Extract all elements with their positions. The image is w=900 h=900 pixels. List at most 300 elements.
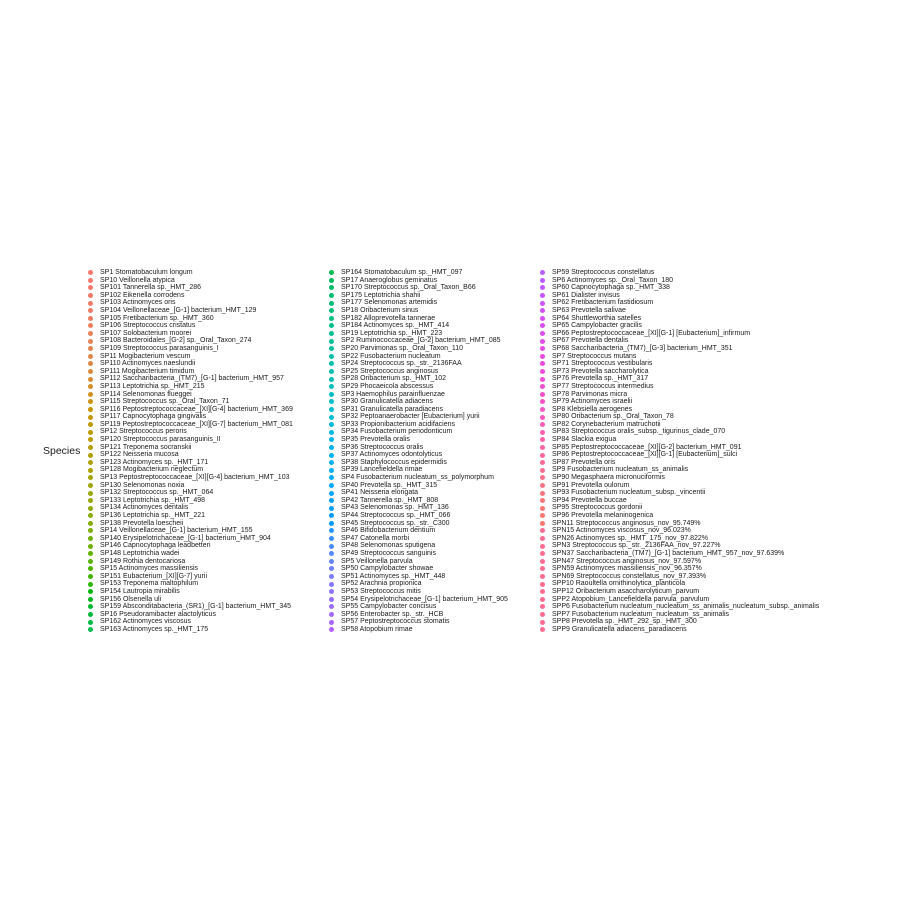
legend-marker [329, 597, 334, 602]
legend-label: SP61 Dialister invisus [552, 291, 620, 299]
legend-item [88, 444, 293, 452]
legend-item [88, 315, 293, 323]
legend-item [540, 383, 819, 391]
legend-marker [88, 627, 93, 632]
legend-label: SPP9 Granulicatella adiacens_paradiacens [552, 625, 687, 633]
legend-marker [88, 369, 93, 374]
legend-item [540, 330, 819, 338]
legend-label: SP40 Prevotella sp._HMT_315 [341, 481, 438, 489]
legend-item [540, 368, 819, 376]
legend-item [329, 436, 508, 444]
legend-label: SP83 Streptococcus oralis_subsp._tigurinus_clade_070 [552, 428, 726, 436]
legend-item [88, 284, 293, 292]
legend-marker [540, 498, 545, 503]
legend-label: SP25 Streptococcus anginosus [341, 367, 439, 375]
legend-marker [329, 399, 334, 404]
legend-label: SP162 Actinomyces viscosus [100, 618, 192, 626]
legend-item [329, 421, 508, 429]
legend-item [329, 618, 508, 626]
legend-label: SPN69 Streptococcus constellatus_nov_97.393% [552, 572, 707, 580]
legend-item [540, 277, 819, 285]
legend-label: SP108 Bacteroidales_[G-2] sp._Oral_Taxon_274 [100, 337, 252, 345]
legend-item [540, 542, 819, 550]
legend-item [540, 618, 819, 626]
legend-item [88, 611, 293, 619]
legend-item [88, 406, 293, 414]
legend-marker [540, 339, 545, 344]
legend-marker [540, 506, 545, 511]
legend-marker [88, 308, 93, 313]
legend-label: SP93 Fusobacterium nucleatum_subsp._vincentii [552, 489, 706, 497]
legend-marker [540, 559, 545, 564]
legend-label: SP32 Peptoanaerobacter [Eubacterium] yurii [341, 413, 480, 421]
legend-item [329, 353, 508, 361]
legend-label: SP110 Actinomyces naeslundii [100, 360, 196, 368]
legend-item [540, 558, 819, 566]
legend-marker [329, 415, 334, 420]
legend-item [88, 269, 293, 277]
legend-item [540, 603, 819, 611]
legend-label: SP90 Megasphaera micronuciformis [552, 474, 665, 482]
legend-item [540, 428, 819, 436]
legend-label: SP12 Streptococcus peroris [100, 428, 187, 436]
legend-marker [329, 407, 334, 412]
legend-item [88, 504, 293, 512]
legend-marker [329, 384, 334, 389]
legend-marker [329, 506, 334, 511]
legend-item [329, 520, 508, 528]
legend-item [88, 558, 293, 566]
legend-marker [540, 544, 545, 549]
legend-marker [88, 316, 93, 321]
legend-item [329, 626, 508, 634]
legend-item [540, 284, 819, 292]
legend-item [329, 337, 508, 345]
legend-marker [329, 361, 334, 366]
legend-marker [540, 528, 545, 533]
legend-item [329, 284, 508, 292]
legend-label: SP119 Peptostreptococcaceae_[XI][G-7] bacterium_HMT_081 [100, 420, 293, 428]
legend-label: SP39 Lancefieldella rimae [341, 466, 423, 474]
legend-label: SP24 Streptococcus sp._str._2136FAA [341, 360, 462, 368]
legend-item [329, 482, 508, 490]
legend-marker [540, 308, 545, 313]
legend-label: SP16 Pseudoramibacter alactolyticus [100, 610, 216, 618]
legend-marker [329, 377, 334, 382]
legend-label: SP114 Selenomonas flueggei [100, 390, 192, 398]
legend-item [540, 444, 819, 452]
legend-label: SP67 Prevotella dentalis [552, 337, 629, 345]
legend-label: SP15 Actinomyces massiliensis [100, 565, 199, 573]
legend-column [329, 269, 508, 634]
legend-label: SP68 Saccharibacteria_(TM7)_[G-3] bacterium_HMT_351 [552, 344, 733, 352]
legend-item [540, 353, 819, 361]
legend-marker [88, 468, 93, 473]
legend-marker [540, 369, 545, 374]
legend-item [329, 307, 508, 315]
legend-marker [88, 453, 93, 458]
legend-item [88, 277, 293, 285]
legend-item [540, 421, 819, 429]
legend-marker [540, 589, 545, 594]
legend-label: SP156 Olsenella uli [100, 595, 162, 603]
legend-marker [540, 491, 545, 496]
legend-item [329, 375, 508, 383]
legend-label: SP109 Streptococcus parasanguinis_I [100, 344, 219, 352]
legend-item [88, 292, 293, 300]
legend-marker [540, 460, 545, 465]
legend-item [329, 451, 508, 459]
legend-label: SP58 Atopobium rimae [341, 625, 413, 633]
legend-item [329, 269, 508, 277]
legend-label: SP73 Prevotella saccharolytica [552, 367, 649, 375]
legend-item [88, 383, 293, 391]
legend-item [540, 611, 819, 619]
legend-label: SP85 Peptostreptococcaceae_[XI][G-2] bacterium_HMT_091 [552, 443, 742, 451]
legend-marker [329, 331, 334, 336]
legend-label: SP80 Oribacterium sp._Oral_Taxon_78 [552, 413, 674, 421]
legend-marker [329, 491, 334, 496]
legend-item [88, 542, 293, 550]
legend-label: SP95 Streptococcus gordonii [552, 504, 643, 512]
legend-label: SP34 Fusobacterium periodonticum [341, 428, 453, 436]
legend-marker [88, 384, 93, 389]
legend-label: SP43 Selenomonas sp._HMT_136 [341, 504, 449, 512]
legend-marker [329, 559, 334, 564]
legend-label: SP96 Prevotella melaninogenica [552, 512, 654, 519]
legend-marker [329, 392, 334, 397]
legend-label: SP62 Fretibacterium fastidiosum [552, 299, 654, 307]
legend-item [540, 269, 819, 277]
legend-item [540, 459, 819, 467]
legend-label: SP182 Alloprevotella tannerae [341, 314, 436, 322]
legend-label: SPN47 Streptococcus anginosus_nov_97.597% [552, 557, 702, 565]
legend-label: SP9 Fusobacterium nucleatum_ss_animalis [552, 466, 689, 474]
legend-marker [88, 445, 93, 450]
legend-marker [540, 468, 545, 473]
legend-marker [329, 422, 334, 427]
legend-label: SP91 Prevotella oulorum [552, 481, 630, 489]
legend-item [540, 573, 819, 581]
legend-marker [329, 483, 334, 488]
legend-marker [540, 377, 545, 382]
legend-item [329, 527, 508, 535]
legend-label: SP3 Haemophilus parainfluenzae [341, 390, 445, 398]
legend-label: SP65 Campylobacter gracilis [552, 322, 642, 330]
legend-label: SP148 Leptotrichia wadei [100, 549, 180, 557]
legend-item [88, 345, 293, 353]
legend-item [540, 299, 819, 307]
legend-item [329, 398, 508, 406]
legend-item [88, 360, 293, 368]
legend-item [329, 406, 508, 414]
legend-label: SP76 Prevotella sp._HMT_317 [552, 375, 649, 383]
legend-marker [540, 536, 545, 541]
legend-item [329, 383, 508, 391]
legend-item [88, 565, 293, 573]
legend-marker [88, 377, 93, 382]
legend-label: SP37 Actinomyces odontolyticus [341, 451, 443, 459]
legend-label: SPP10 Raoultella ornithinolytica_planticola [552, 580, 686, 588]
legend-marker [540, 513, 545, 518]
legend-label: SP149 Rothia dentocariosa [100, 557, 186, 565]
legend-marker [540, 354, 545, 359]
legend-label: SP13 Peptostreptococcaceae_[XI][G-4] bacterium_HMT_103 [100, 474, 290, 482]
legend-marker [88, 544, 93, 549]
legend-marker [329, 498, 334, 503]
legend-label: SP79 Actinomyces israelii [552, 398, 633, 406]
legend-label: SP56 Enterobacter sp._str._HCB [341, 610, 444, 618]
legend-label: SP151 Eubacterium_[XI][G-7] yurii [100, 572, 207, 580]
legend-item [540, 489, 819, 497]
legend-label: SP17 Anaeroglobus geminatus [341, 276, 438, 284]
legend-marker [88, 475, 93, 480]
legend-item [540, 596, 819, 604]
legend-label: SPN15 Actinomyces viscosus_nov_96.023% [552, 527, 691, 535]
legend-label: SP111 Mogibacterium timidum [100, 367, 195, 375]
legend-marker [329, 323, 334, 328]
legend-item [329, 504, 508, 512]
legend-item [329, 542, 508, 550]
legend-label: SP46 Bifidobacterium dentium [341, 527, 436, 535]
legend-marker [88, 422, 93, 427]
legend-marker [329, 369, 334, 374]
legend-item [540, 375, 819, 383]
legend-label: SP41 Neisseria elongata [341, 489, 419, 497]
legend-item [329, 360, 508, 368]
legend-item [329, 535, 508, 543]
legend-label: SP134 Actinomyces dentalis [100, 504, 189, 512]
legend-label: SPP12 Oribacterium asaccharolyticum_parvum [552, 587, 700, 595]
legend-label: SP33 Propionibacterium acidifaciens [341, 420, 456, 428]
legend-label: SP94 Prevotella buccae [552, 496, 627, 504]
legend-label: SP19 Leptotrichia sp._HMT_223 [341, 329, 443, 337]
legend-item [88, 353, 293, 361]
legend-marker [540, 270, 545, 275]
legend-label: SPP2 Atopobium_Lancefieldella parvula_parvulum [552, 595, 710, 603]
legend-label: SP44 Streptococcus sp._HMT_066 [341, 512, 451, 519]
legend-marker [88, 437, 93, 442]
legend-label: SP66 Peptostreptococcaceae_[XI][G-1] [Eubacterium]_infirmum [552, 329, 751, 337]
legend-marker [540, 612, 545, 617]
legend-item [329, 444, 508, 452]
legend-item [540, 535, 819, 543]
legend-marker [88, 506, 93, 511]
legend-item [540, 504, 819, 512]
legend-marker [540, 521, 545, 526]
legend-label: SP60 Capnocytophaga sp._HMT_338 [552, 284, 670, 292]
legend-label: SP128 Mogibacterium neglectum [100, 466, 204, 474]
legend-label: SP8 Klebsiella aerogenes [552, 405, 633, 413]
legend-title: Species [43, 445, 81, 457]
legend-item [88, 618, 293, 626]
legend-item [88, 489, 293, 497]
legend-marker [540, 566, 545, 571]
legend-item [329, 550, 508, 558]
legend-marker [88, 491, 93, 496]
legend-item [540, 497, 819, 505]
legend-item [329, 580, 508, 588]
legend-marker [88, 339, 93, 344]
legend-marker [540, 445, 545, 450]
legend-label: SP71 Streptococcus vestibularis [552, 360, 653, 368]
legend-marker [88, 513, 93, 518]
legend-marker [540, 597, 545, 602]
legend-item [540, 550, 819, 558]
legend-item [88, 451, 293, 459]
legend-label: SP170 Streptococcus sp._Oral_Taxon_B66 [341, 284, 476, 292]
legend-item [88, 299, 293, 307]
legend-item [329, 277, 508, 285]
legend-label: SP11 Mogibacterium vescum [100, 352, 191, 360]
legend-item [88, 398, 293, 406]
legend-marker [540, 285, 545, 290]
legend-label: SP52 Arachnia propionica [341, 580, 422, 588]
legend-item [88, 436, 293, 444]
legend-item [540, 345, 819, 353]
legend-label: SP120 Streptococcus parasanguinis_II [100, 436, 221, 444]
legend-marker [540, 399, 545, 404]
legend-column [88, 269, 293, 634]
legend-marker [88, 460, 93, 465]
legend-label: SP116 Peptostreptococcaceae_[XI][G-4] bacterium_HMT_369 [100, 405, 293, 413]
legend-label: SP136 Leptotrichia sp._HMT_221 [100, 512, 206, 519]
legend-label: SP57 Peptostreptococcus stomatis [341, 618, 450, 626]
legend-item [88, 466, 293, 474]
legend-label: SP140 Erysipelotrichaceae_[G-1] bacterium_HMT_904 [100, 534, 271, 542]
legend-item [329, 413, 508, 421]
legend-item [329, 292, 508, 300]
legend-label: SP51 Actinomyces sp._HMT_448 [341, 572, 446, 580]
legend-item [329, 512, 508, 520]
legend-marker [329, 551, 334, 556]
legend-label: SP4 Fusobacterium nucleatum_ss_polymorphum [341, 474, 494, 482]
legend-label: SP31 Granulicatella paradiacens [341, 405, 443, 413]
legend-item [329, 588, 508, 596]
legend-item [540, 292, 819, 300]
legend-item [88, 527, 293, 535]
legend-label: SP175 Leptotrichia shahii [341, 291, 421, 299]
legend-marker [329, 536, 334, 541]
legend-marker [88, 536, 93, 541]
legend-item [329, 489, 508, 497]
legend-marker [540, 574, 545, 579]
legend-item [88, 428, 293, 436]
legend-marker [329, 566, 334, 571]
legend-marker [540, 323, 545, 328]
legend-label: SPN26 Actinomyces sp._HMT_175_nov_97.822% [552, 534, 709, 542]
legend-item [329, 603, 508, 611]
legend-label: SP6 Actinomyces sp._Oral_Taxon_180 [552, 276, 674, 284]
legend-label: SP107 Solobacterium moorei [100, 329, 192, 337]
legend-marker [88, 483, 93, 488]
legend-marker [540, 278, 545, 283]
legend-item [540, 466, 819, 474]
legend-label: SP122 Neisseria mucosa [100, 451, 179, 459]
legend-item [540, 565, 819, 573]
legend-label: SP64 Shuttleworthia satelles [552, 314, 642, 322]
legend-marker [540, 453, 545, 458]
legend-marker [540, 301, 545, 306]
legend-label: SP101 Tannerella sp._HMT_286 [100, 284, 202, 292]
legend-marker [329, 574, 334, 579]
legend-item [88, 413, 293, 421]
legend-label: SP177 Selenomonas artemidis [341, 299, 438, 307]
legend-label: SP159 Absconditabacteria_(SR1)_[G-1] bacterium_HMT_345 [100, 603, 292, 611]
legend-item [329, 459, 508, 467]
legend-item [329, 474, 508, 482]
legend-label: SP45 Streptococcus sp._str._C300 [341, 519, 450, 527]
legend-label: SP20 Parvimonas sp._Oral_Taxon_110 [341, 344, 464, 352]
legend-item [329, 611, 508, 619]
legend-marker [540, 582, 545, 587]
legend-label: SP29 Phocaeicola abscessus [341, 382, 434, 390]
legend-marker [540, 316, 545, 321]
legend-marker [88, 597, 93, 602]
legend-marker [88, 346, 93, 351]
legend-label: SP86 Peptostreptococcaceae_[XI][G-1] [Eubacterium]_sulci [552, 451, 738, 459]
legend-marker [88, 498, 93, 503]
legend-item [329, 558, 508, 566]
legend-marker [88, 604, 93, 609]
legend-marker [329, 620, 334, 625]
legend-label: SPN59 Actinomyces massiliensis_nov_96.357% [552, 565, 702, 573]
legend-item [88, 482, 293, 490]
legend-marker [329, 285, 334, 290]
legend-label: SP146 Capnocytophaga leadbetteri [100, 542, 211, 550]
legend-item [329, 466, 508, 474]
legend-item [540, 580, 819, 588]
legend-item [88, 497, 293, 505]
legend-label: SPN11 Streptococcus anginosus_nov_95.749% [552, 519, 701, 527]
legend-item [540, 626, 819, 634]
legend-marker [540, 293, 545, 298]
legend-marker [88, 415, 93, 420]
legend-item [329, 497, 508, 505]
legend-marker [329, 453, 334, 458]
legend-marker [88, 331, 93, 336]
legend-marker [540, 392, 545, 397]
legend-marker [88, 521, 93, 526]
legend-item [88, 596, 293, 604]
legend-label: SP1 Stomatobaculum longum [100, 269, 193, 276]
legend-label: SP106 Streptococcus cristatus [100, 322, 196, 330]
legend-item [540, 482, 819, 490]
legend-marker [329, 270, 334, 275]
legend-marker [88, 612, 93, 617]
legend-item [329, 368, 508, 376]
legend-item [329, 299, 508, 307]
legend-label: SP104 Veillonellaceae_[G-1] bacterium_HMT_129 [100, 306, 257, 314]
legend-item [540, 474, 819, 482]
legend-label: SP2 Ruminococcaceae_[G-2] bacterium_HMT_085 [341, 337, 501, 345]
legend-marker [329, 528, 334, 533]
legend-marker [329, 521, 334, 526]
legend-marker [88, 430, 93, 435]
legend-label: SP163 Actinomyces sp._HMT_175 [100, 625, 209, 633]
legend-label: SP48 Selenomonas sputigena [341, 542, 436, 550]
legend-label: SPP7 Fusobacterium nucleatum_nucleatum_ss_animalis [552, 610, 730, 618]
legend-label: SP30 Granulicatella adiacens [341, 398, 433, 406]
legend-marker [329, 346, 334, 351]
legend-label: SP184 Actinomyces sp._HMT_414 [341, 322, 450, 330]
legend-marker [88, 574, 93, 579]
legend-label: SP103 Actinomyces oris [100, 299, 176, 307]
legend-label: SP49 Streptococcus sanguinis [341, 549, 436, 557]
legend-label: SP53 Streptococcus mitis [341, 587, 421, 595]
legend-label: SP35 Prevotella oralis [341, 436, 410, 444]
legend-item [329, 315, 508, 323]
